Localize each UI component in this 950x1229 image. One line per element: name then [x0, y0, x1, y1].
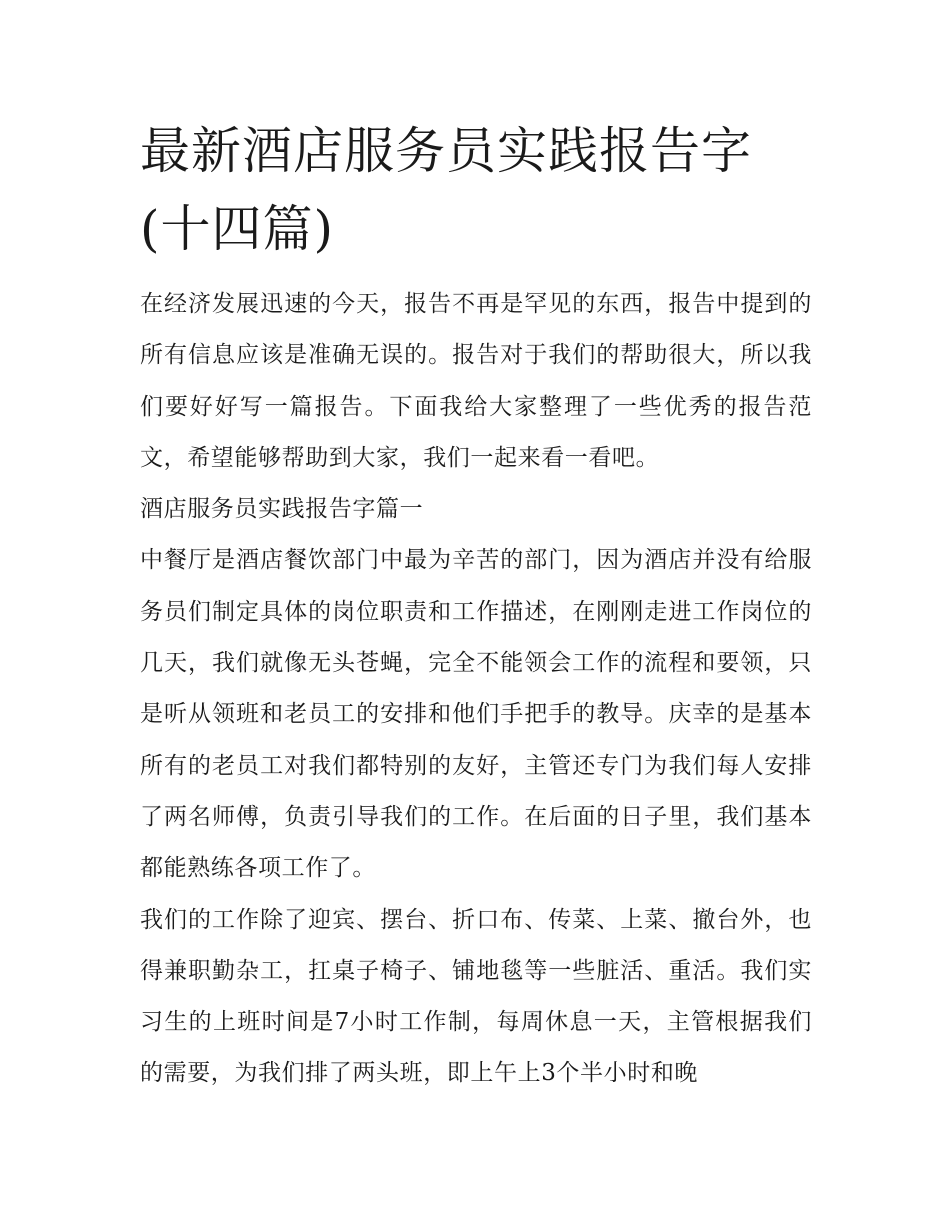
document-body — [140, 279, 812, 1100]
document-title: 最新酒店服务员实践报告字(十四篇) — [140, 122, 752, 258]
section-heading: 酒店服务员实践报告字篇一 — [140, 496, 424, 523]
body-paragraph: 我们的工作除了迎宾、摆台、折口布、传菜、上菜、撤台外，也得兼职勤杂工，扛桌子椅子、铺地毯等一些脏活、重活。我们实习生的上班时间是7小时工作制，每周休息一天，主管根据我们的需要，为我们排了两头班，即上午上3个半小时和晚 — [140, 906, 812, 1087]
body-paragraph: 中餐厅是酒店餐饮部门中最为辛苦的部门，因为酒店并没有给服务员们制定具体的岗位职责和工作描述，在刚刚走进工作岗位的几天，我们就像无头苍蝇，完全不能领会工作的流程和要领，只是听从领班和老员工的安排和他们手把手的教导。庆幸的是基本所有的老员工对我们都特别的友好，主管还专门为我们每人安排了两名师傅，负责引导我们的工作。在后面的日子里，我们基本都能熟练各项工作了。 — [140, 547, 812, 882]
intro-paragraph: 在经济发展迅速的今天，报告不再是罕见的东西，报告中提到的所有信息应该是准确无误的。报告对于我们的帮助很大，所以我们要好好写一篇报告。下面我给大家整理了一些优秀的报告范文，希望能够帮助到大家，我们一起来看一看吧。 — [140, 291, 812, 471]
